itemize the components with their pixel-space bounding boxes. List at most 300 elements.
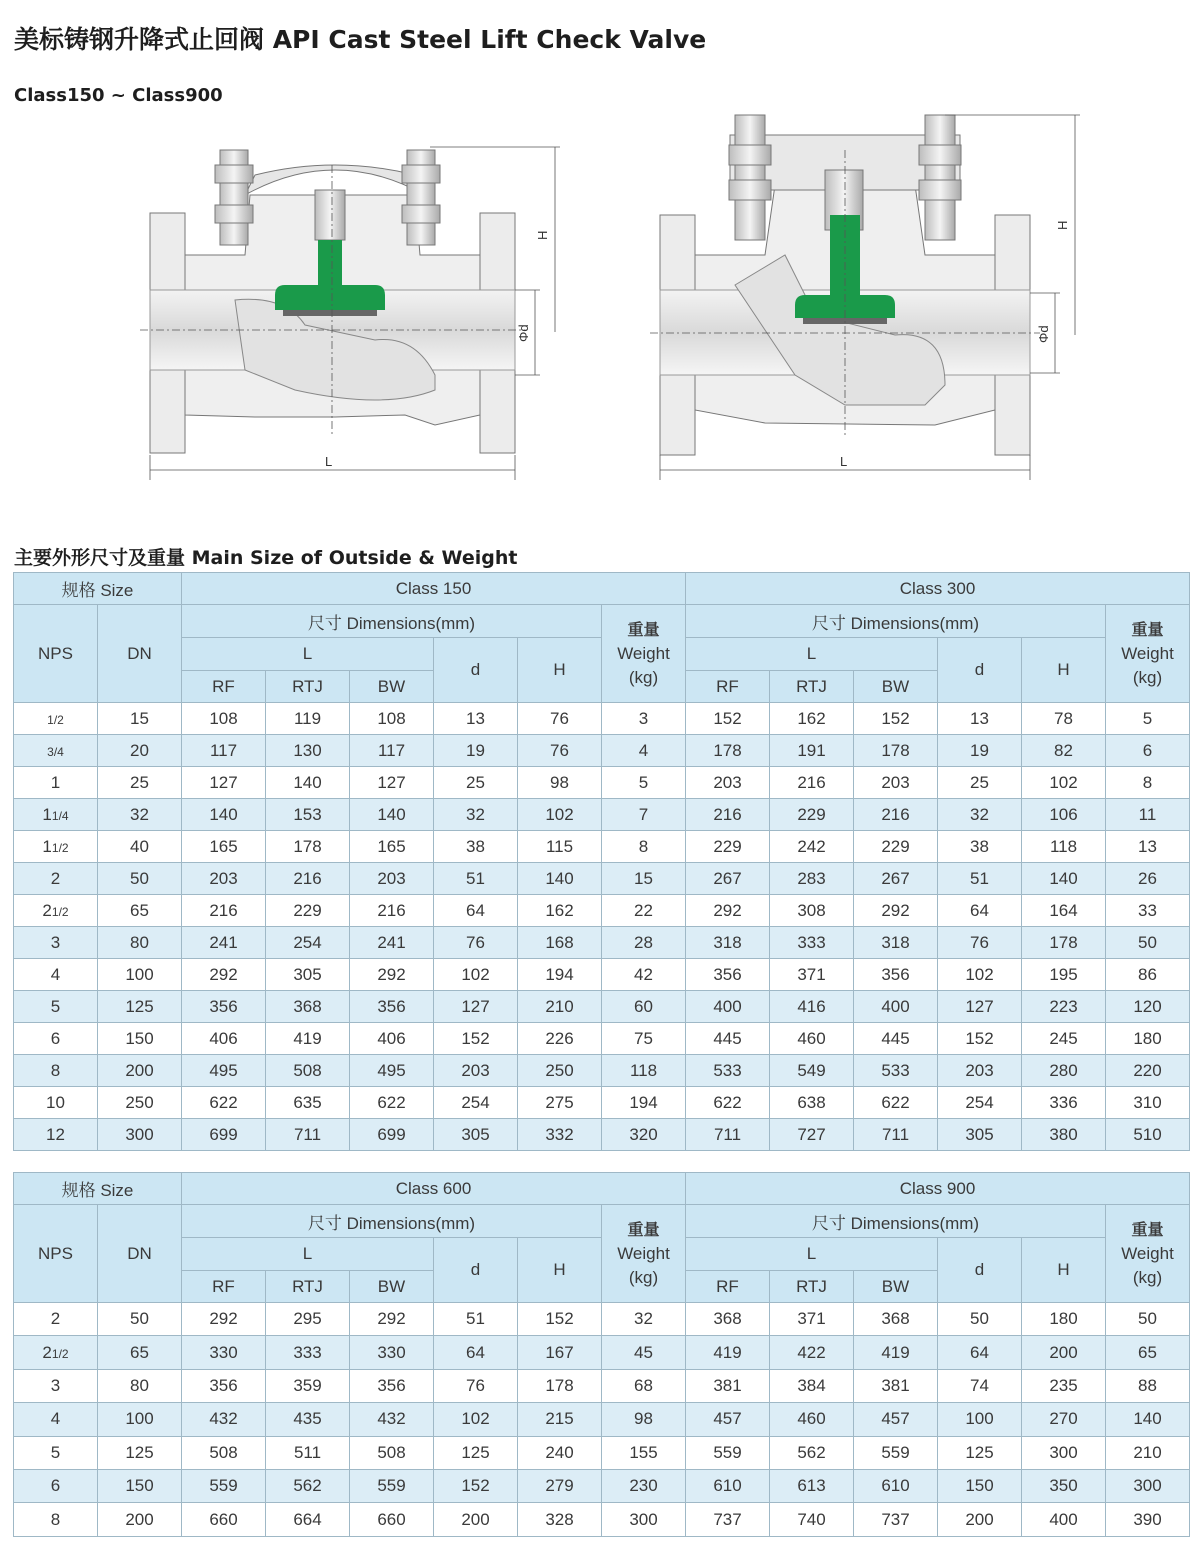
value-cell: 162 <box>770 703 854 735</box>
value-cell: 194 <box>518 959 602 991</box>
value-cell: 5 <box>602 767 686 799</box>
value-cell: 210 <box>1106 1436 1190 1469</box>
value-cell: 328 <box>518 1503 602 1536</box>
value-cell: 330 <box>182 1336 266 1369</box>
value-cell: 152 <box>938 1023 1022 1055</box>
value-cell: 310 <box>1106 1087 1190 1119</box>
value-cell: 153 <box>266 799 350 831</box>
weight-unit: (kg) <box>1132 1267 1163 1287</box>
size-table-class-150-300 <box>13 572 1190 1151</box>
value-cell: 64 <box>434 1336 518 1369</box>
bw-header: BW <box>350 1271 434 1303</box>
dn-cell: 50 <box>98 1303 182 1336</box>
value-cell: 241 <box>182 927 266 959</box>
dimensions-header-left: 尺寸 Dimensions(mm) <box>182 605 602 638</box>
value-cell: 533 <box>686 1055 770 1087</box>
d-header-right: d <box>938 638 1022 703</box>
value-cell: 419 <box>686 1336 770 1369</box>
dimensions-header-right: 尺寸 Dimensions(mm) <box>686 605 1106 638</box>
value-cell: 416 <box>770 991 854 1023</box>
d-header-right: d <box>938 1238 1022 1303</box>
value-cell: 50 <box>1106 927 1190 959</box>
value-cell: 216 <box>182 895 266 927</box>
value-cell: 26 <box>1106 863 1190 895</box>
value-cell: 102 <box>434 959 518 991</box>
weight-en: Weight <box>1121 1243 1174 1263</box>
value-cell: 280 <box>1022 1055 1106 1087</box>
value-cell: 108 <box>350 703 434 735</box>
value-cell: 711 <box>266 1119 350 1151</box>
value-cell: 292 <box>182 1303 266 1336</box>
rtj-header: RTJ <box>266 1271 350 1303</box>
value-cell: 562 <box>266 1469 350 1502</box>
table-row <box>14 1055 1190 1087</box>
value-cell: 660 <box>182 1503 266 1536</box>
value-cell: 406 <box>182 1023 266 1055</box>
table-row <box>14 767 1190 799</box>
value-cell: 180 <box>1106 1023 1190 1055</box>
value-cell: 216 <box>854 799 938 831</box>
value-cell: 460 <box>770 1403 854 1436</box>
value-cell: 4 <box>602 735 686 767</box>
value-cell: 64 <box>434 895 518 927</box>
value-cell: 200 <box>1022 1336 1106 1369</box>
value-cell: 155 <box>602 1436 686 1469</box>
value-cell: 400 <box>854 991 938 1023</box>
value-cell: 216 <box>686 799 770 831</box>
value-cell: 140 <box>1022 863 1106 895</box>
table-row <box>14 1303 1190 1336</box>
value-cell: 292 <box>350 1303 434 1336</box>
value-cell: 120 <box>1106 991 1190 1023</box>
value-cell: 203 <box>854 767 938 799</box>
value-cell: 38 <box>434 831 518 863</box>
value-cell: 737 <box>686 1503 770 1536</box>
value-cell: 32 <box>938 799 1022 831</box>
value-cell: 333 <box>266 1336 350 1369</box>
size-table-class-600-900 <box>13 1172 1190 1537</box>
value-cell: 495 <box>350 1055 434 1087</box>
value-cell: 203 <box>182 863 266 895</box>
d-header-left: d <box>434 1238 518 1303</box>
table-row <box>14 1403 1190 1436</box>
value-cell: 699 <box>182 1119 266 1151</box>
value-cell: 300 <box>1022 1436 1106 1469</box>
value-cell: 267 <box>854 863 938 895</box>
nps-cell: 5 <box>14 991 98 1023</box>
table-row <box>14 831 1190 863</box>
class-range: Class150 ~ Class900 <box>14 85 223 106</box>
dn-cell: 250 <box>98 1087 182 1119</box>
value-cell: 740 <box>770 1503 854 1536</box>
value-cell: 356 <box>182 1369 266 1402</box>
nps-cell: 21/2 <box>14 1336 98 1369</box>
valve-drawing-left <box>135 135 575 480</box>
table-row <box>14 991 1190 1023</box>
value-cell: 223 <box>1022 991 1106 1023</box>
value-cell: 699 <box>350 1119 434 1151</box>
value-cell: 635 <box>266 1087 350 1119</box>
table-row <box>14 735 1190 767</box>
value-cell: 102 <box>938 959 1022 991</box>
h-header-left: H <box>518 1238 602 1303</box>
value-cell: 28 <box>602 927 686 959</box>
value-cell: 203 <box>434 1055 518 1087</box>
value-cell: 88 <box>1106 1369 1190 1402</box>
valve-drawing-right <box>645 105 1090 480</box>
class-right-header: Class 300 <box>686 573 1190 605</box>
value-cell: 152 <box>518 1303 602 1336</box>
value-cell: 200 <box>938 1503 1022 1536</box>
value-cell: 333 <box>770 927 854 959</box>
nps-cell: 8 <box>14 1503 98 1536</box>
table-row <box>14 703 1190 735</box>
value-cell: 660 <box>350 1503 434 1536</box>
value-cell: 359 <box>266 1369 350 1402</box>
nps-header: NPS <box>14 605 98 703</box>
nps-cell: 12 <box>14 1119 98 1151</box>
value-cell: 216 <box>770 767 854 799</box>
value-cell: 622 <box>182 1087 266 1119</box>
value-cell: 613 <box>770 1469 854 1502</box>
value-cell: 381 <box>686 1369 770 1402</box>
value-cell: 76 <box>434 1369 518 1402</box>
value-cell: 356 <box>686 959 770 991</box>
value-cell: 562 <box>770 1436 854 1469</box>
value-cell: 42 <box>602 959 686 991</box>
value-cell: 165 <box>182 831 266 863</box>
value-cell: 64 <box>938 895 1022 927</box>
value-cell: 60 <box>602 991 686 1023</box>
value-cell: 100 <box>938 1403 1022 1436</box>
value-cell: 371 <box>770 1303 854 1336</box>
value-cell: 267 <box>686 863 770 895</box>
value-cell: 11 <box>1106 799 1190 831</box>
weight-en: Weight <box>1121 643 1174 663</box>
weight-en: Weight <box>617 1243 670 1263</box>
value-cell: 245 <box>1022 1023 1106 1055</box>
value-cell: 330 <box>350 1336 434 1369</box>
dn-cell: 20 <box>98 735 182 767</box>
class-left-header: Class 600 <box>182 1173 686 1205</box>
value-cell: 178 <box>266 831 350 863</box>
value-cell: 381 <box>854 1369 938 1402</box>
value-cell: 445 <box>854 1023 938 1055</box>
weight-unit: (kg) <box>1132 667 1163 687</box>
weight-header-right <box>1106 1205 1190 1303</box>
value-cell: 119 <box>266 703 350 735</box>
dn-cell: 65 <box>98 895 182 927</box>
value-cell: 368 <box>266 991 350 1023</box>
value-cell: 356 <box>182 991 266 1023</box>
value-cell: 622 <box>854 1087 938 1119</box>
value-cell: 292 <box>854 895 938 927</box>
nps-cell: 2 <box>14 863 98 895</box>
value-cell: 98 <box>602 1403 686 1436</box>
value-cell: 102 <box>1022 767 1106 799</box>
value-cell: 254 <box>938 1087 1022 1119</box>
value-cell: 68 <box>602 1369 686 1402</box>
h-header-right: H <box>1022 1238 1106 1303</box>
value-cell: 508 <box>182 1436 266 1469</box>
dn-cell: 100 <box>98 959 182 991</box>
nps-cell: 5 <box>14 1436 98 1469</box>
value-cell: 108 <box>182 703 266 735</box>
value-cell: 664 <box>266 1503 350 1536</box>
bw-header: BW <box>350 671 434 703</box>
dn-header: DN <box>98 605 182 703</box>
value-cell: 127 <box>938 991 1022 1023</box>
value-cell: 610 <box>686 1469 770 1502</box>
value-cell: 50 <box>1106 1303 1190 1336</box>
value-cell: 295 <box>266 1303 350 1336</box>
value-cell: 13 <box>1106 831 1190 863</box>
value-cell: 495 <box>182 1055 266 1087</box>
weight-cn: 重量 <box>1131 1219 1164 1239</box>
value-cell: 216 <box>266 863 350 895</box>
dn-cell: 15 <box>98 703 182 735</box>
weight-header-right <box>1106 605 1190 703</box>
nps-cell: 1/2 <box>14 703 98 735</box>
value-cell: 406 <box>350 1023 434 1055</box>
value-cell: 76 <box>518 703 602 735</box>
value-cell: 140 <box>182 799 266 831</box>
value-cell: 229 <box>854 831 938 863</box>
value-cell: 445 <box>686 1023 770 1055</box>
rtj-header: RTJ <box>770 1271 854 1303</box>
value-cell: 300 <box>1106 1469 1190 1502</box>
value-cell: 638 <box>770 1087 854 1119</box>
h-header-right: H <box>1022 638 1106 703</box>
value-cell: 216 <box>350 895 434 927</box>
page-title: 美标铸钢升降式止回阀 API Cast Steel Lift Check Valve <box>14 25 707 54</box>
value-cell: 78 <box>1022 703 1106 735</box>
value-cell: 711 <box>854 1119 938 1151</box>
value-cell: 19 <box>434 735 518 767</box>
dn-cell: 50 <box>98 863 182 895</box>
nps-cell: 3 <box>14 1369 98 1402</box>
value-cell: 51 <box>434 863 518 895</box>
value-cell: 215 <box>518 1403 602 1436</box>
value-cell: 167 <box>518 1336 602 1369</box>
dimensions-header-left: 尺寸 Dimensions(mm) <box>182 1205 602 1238</box>
value-cell: 300 <box>602 1503 686 1536</box>
value-cell: 292 <box>350 959 434 991</box>
value-cell: 549 <box>770 1055 854 1087</box>
value-cell: 229 <box>686 831 770 863</box>
weight-unit: (kg) <box>628 667 659 687</box>
bw-header: BW <box>854 1271 938 1303</box>
value-cell: 419 <box>854 1336 938 1369</box>
value-cell: 164 <box>1022 895 1106 927</box>
size-header: 规格 Size <box>14 573 182 605</box>
value-cell: 318 <box>854 927 938 959</box>
dn-cell: 150 <box>98 1023 182 1055</box>
table-row <box>14 1087 1190 1119</box>
weight-cn: 重量 <box>1131 619 1164 639</box>
value-cell: 130 <box>266 735 350 767</box>
l-header-right: L <box>686 1238 938 1271</box>
value-cell: 127 <box>182 767 266 799</box>
value-cell: 270 <box>1022 1403 1106 1436</box>
value-cell: 380 <box>1022 1119 1106 1151</box>
size-header: 规格 Size <box>14 1173 182 1205</box>
value-cell: 13 <box>434 703 518 735</box>
nps-cell: 10 <box>14 1087 98 1119</box>
value-cell: 336 <box>1022 1087 1106 1119</box>
value-cell: 32 <box>434 799 518 831</box>
value-cell: 140 <box>266 767 350 799</box>
value-cell: 235 <box>1022 1369 1106 1402</box>
value-cell: 127 <box>434 991 518 1023</box>
value-cell: 371 <box>770 959 854 991</box>
dn-cell: 40 <box>98 831 182 863</box>
value-cell: 229 <box>266 895 350 927</box>
value-cell: 178 <box>1022 927 1106 959</box>
value-cell: 508 <box>266 1055 350 1087</box>
value-cell: 180 <box>1022 1303 1106 1336</box>
table-row <box>14 1369 1190 1402</box>
table-row <box>14 863 1190 895</box>
value-cell: 25 <box>434 767 518 799</box>
l-header-left: L <box>182 1238 434 1271</box>
class-left-header: Class 150 <box>182 573 686 605</box>
value-cell: 203 <box>938 1055 1022 1087</box>
value-cell: 118 <box>1022 831 1106 863</box>
nps-cell: 1 <box>14 767 98 799</box>
class-right-header: Class 900 <box>686 1173 1190 1205</box>
value-cell: 140 <box>518 863 602 895</box>
value-cell: 390 <box>1106 1503 1190 1536</box>
table-row <box>14 1469 1190 1502</box>
rtj-header: RTJ <box>770 671 854 703</box>
value-cell: 115 <box>518 831 602 863</box>
value-cell: 318 <box>686 927 770 959</box>
l-header-right: L <box>686 638 938 671</box>
value-cell: 435 <box>266 1403 350 1436</box>
l-dim-label-right: L <box>840 454 848 469</box>
value-cell: 510 <box>1106 1119 1190 1151</box>
value-cell: 241 <box>350 927 434 959</box>
value-cell: 75 <box>602 1023 686 1055</box>
value-cell: 195 <box>1022 959 1106 991</box>
value-cell: 125 <box>938 1436 1022 1469</box>
weight-header-left <box>602 1205 686 1303</box>
value-cell: 203 <box>350 863 434 895</box>
value-cell: 152 <box>854 703 938 735</box>
dn-cell: 300 <box>98 1119 182 1151</box>
value-cell: 356 <box>854 959 938 991</box>
value-cell: 194 <box>602 1087 686 1119</box>
value-cell: 320 <box>602 1119 686 1151</box>
value-cell: 559 <box>854 1436 938 1469</box>
value-cell: 622 <box>686 1087 770 1119</box>
value-cell: 368 <box>854 1303 938 1336</box>
value-cell: 102 <box>434 1403 518 1436</box>
value-cell: 98 <box>518 767 602 799</box>
table-row <box>14 1436 1190 1469</box>
value-cell: 457 <box>686 1403 770 1436</box>
value-cell: 460 <box>770 1023 854 1055</box>
value-cell: 51 <box>938 863 1022 895</box>
value-cell: 727 <box>770 1119 854 1151</box>
value-cell: 240 <box>518 1436 602 1469</box>
value-cell: 200 <box>434 1503 518 1536</box>
value-cell: 308 <box>770 895 854 927</box>
value-cell: 400 <box>686 991 770 1023</box>
value-cell: 368 <box>686 1303 770 1336</box>
rf-header: RF <box>182 1271 266 1303</box>
nps-cell: 11/2 <box>14 831 98 863</box>
value-cell: 275 <box>518 1087 602 1119</box>
value-cell: 305 <box>266 959 350 991</box>
table-row <box>14 959 1190 991</box>
value-cell: 356 <box>350 991 434 1023</box>
value-cell: 5 <box>1106 703 1190 735</box>
value-cell: 283 <box>770 863 854 895</box>
value-cell: 242 <box>770 831 854 863</box>
value-cell: 38 <box>938 831 1022 863</box>
value-cell: 226 <box>518 1023 602 1055</box>
value-cell: 511 <box>266 1436 350 1469</box>
section-heading: 主要外形尺寸及重量 Main Size of Outside & Weight <box>14 547 518 569</box>
weight-unit: (kg) <box>628 1267 659 1287</box>
value-cell: 3 <box>602 703 686 735</box>
value-cell: 74 <box>938 1369 1022 1402</box>
value-cell: 305 <box>938 1119 1022 1151</box>
nps-cell: 8 <box>14 1055 98 1087</box>
value-cell: 254 <box>434 1087 518 1119</box>
d-header-left: d <box>434 638 518 703</box>
weight-en: Weight <box>617 643 670 663</box>
value-cell: 64 <box>938 1336 1022 1369</box>
value-cell: 350 <box>1022 1469 1106 1502</box>
value-cell: 162 <box>518 895 602 927</box>
value-cell: 117 <box>182 735 266 767</box>
value-cell: 203 <box>686 767 770 799</box>
nps-cell: 6 <box>14 1023 98 1055</box>
value-cell: 15 <box>602 863 686 895</box>
value-cell: 737 <box>854 1503 938 1536</box>
value-cell: 508 <box>350 1436 434 1469</box>
value-cell: 6 <box>1106 735 1190 767</box>
nps-cell: 21/2 <box>14 895 98 927</box>
value-cell: 178 <box>854 735 938 767</box>
d-dim-label-left: Φd <box>516 324 531 342</box>
nps-header: NPS <box>14 1205 98 1303</box>
dn-cell: 100 <box>98 1403 182 1436</box>
value-cell: 559 <box>182 1469 266 1502</box>
value-cell: 178 <box>518 1369 602 1402</box>
dn-cell: 80 <box>98 927 182 959</box>
value-cell: 165 <box>350 831 434 863</box>
weight-cn: 重量 <box>627 619 660 639</box>
value-cell: 117 <box>350 735 434 767</box>
dn-header: DN <box>98 1205 182 1303</box>
value-cell: 82 <box>1022 735 1106 767</box>
table-row <box>14 1119 1190 1151</box>
value-cell: 125 <box>434 1436 518 1469</box>
value-cell: 220 <box>1106 1055 1190 1087</box>
dn-cell: 65 <box>98 1336 182 1369</box>
nps-cell: 4 <box>14 1403 98 1436</box>
value-cell: 118 <box>602 1055 686 1087</box>
nps-cell: 3/4 <box>14 735 98 767</box>
l-dim-label-left: L <box>325 454 333 469</box>
value-cell: 22 <box>602 895 686 927</box>
value-cell: 50 <box>938 1303 1022 1336</box>
value-cell: 65 <box>1106 1336 1190 1369</box>
